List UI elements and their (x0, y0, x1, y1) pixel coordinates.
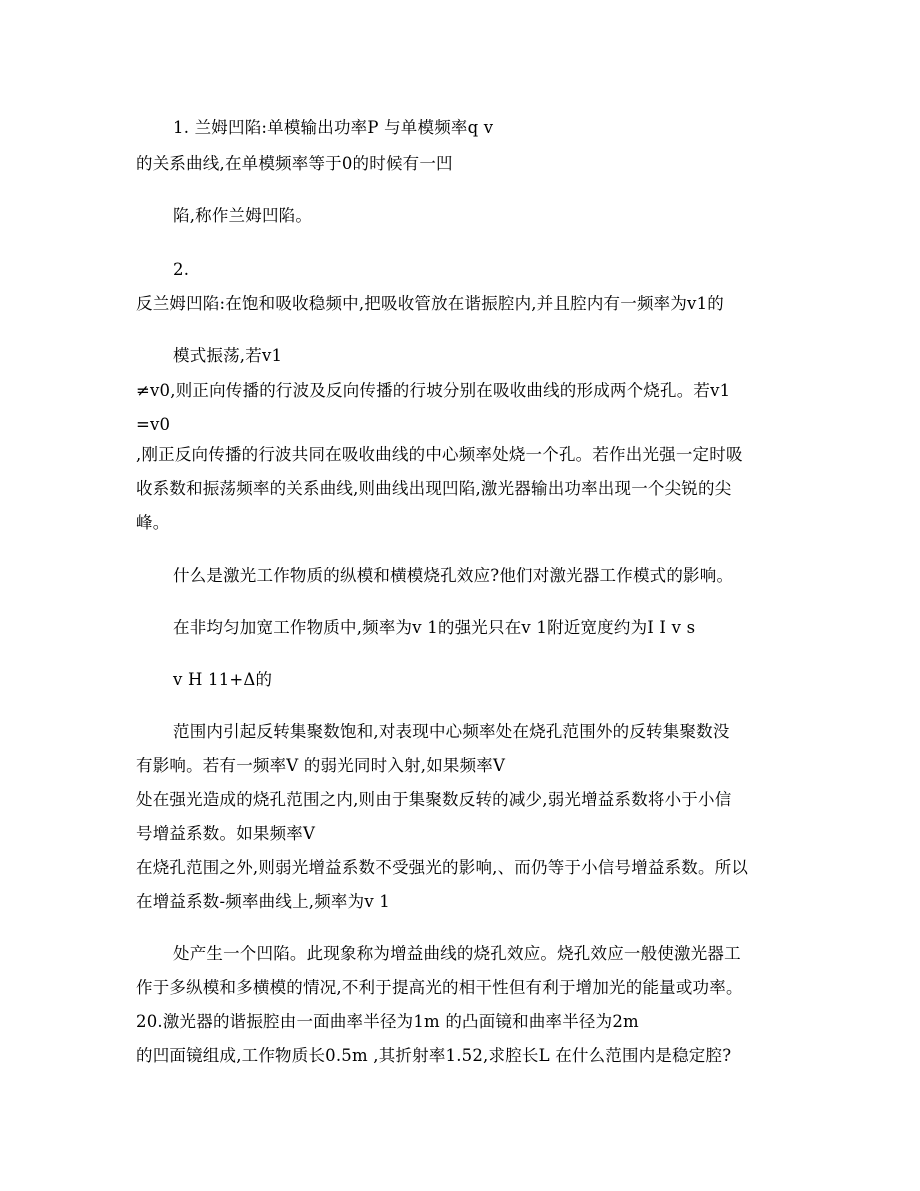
text-line: 在非均匀加宽工作物质中,频率为v 1的强光只在v 1附近宽度约为I I v s (173, 618, 696, 637)
text-line: =v0 (136, 415, 171, 434)
text-line: 处产生一个凹陷。此现象称为增益曲线的烧孔效应。烧孔效应一般使激光器工 (173, 944, 741, 963)
text-line: 作于多纵模和多横模的情况,不利于提高光的相干性但有利于增加光的能量或功率。 (136, 978, 743, 997)
text-line: 在烧孔范围之外,则弱光增益系数不受强光的影响,、而仍等于小信号增益系数。所以 (136, 858, 749, 877)
text-line: ≠v0,则正向传播的行波及反向传播的行坡分别在吸收曲线的形成两个烧孔。若v1 (136, 381, 731, 400)
text-line: 陷,称作兰姆凹陷。 (173, 206, 313, 225)
text-line: 1. 兰姆凹陷:单模输出功率P 与单模频率q v (173, 118, 494, 137)
text-line: 的凹面镜组成,工作物质长0.5m ,其折射率1.52,求腔长L 在什么范围内是稳定腔? (136, 1046, 732, 1065)
text-line: v H 11+Δ的 (173, 670, 273, 689)
text-line: 峰。 (136, 513, 170, 532)
text-line: 处在强光造成的烧孔范围之内,则由于集聚数反转的减少,弱光增益系数将小于小信 (136, 790, 732, 809)
text-line: 反兰姆凹陷:在饱和吸收稳频中,把吸收管放在谐振腔内,并且腔内有一频率为v1的 (136, 294, 724, 313)
text-line: 号增益系数。如果频率V (136, 824, 316, 843)
text-line: 20.激光器的谐振腔由一面曲率半径为1m 的凸面镜和曲率半径为2m (136, 1012, 639, 1031)
text-line: 的关系曲线,在单模频率等于0的时候有一凹 (136, 154, 453, 173)
text-line: 什么是激光工作物质的纵模和横模烧孔效应?他们对激光器工作模式的影响。 (173, 566, 734, 585)
text-line: 2. (173, 260, 190, 279)
text-line: 有影响。若有一频率V 的弱光同时入射,如果频率V (136, 756, 506, 775)
text-line: ,刚正反向传播的行波共同在吸收曲线的中心频率处烧一个孔。若作出光强一定时吸 (136, 445, 743, 464)
text-line: 模式振荡,若v1 (173, 346, 283, 365)
text-line: 收系数和振荡频率的关系曲线,则曲线出现凹陷,激光器输出功率出现一个尖锐的尖 (136, 479, 732, 498)
text-line: 范围内引起反转集聚数饱和,对表现中心频率处在烧孔范围外的反转集聚数没 (173, 722, 730, 741)
text-line: 在增益系数-频率曲线上,频率为v 1 (136, 892, 390, 911)
